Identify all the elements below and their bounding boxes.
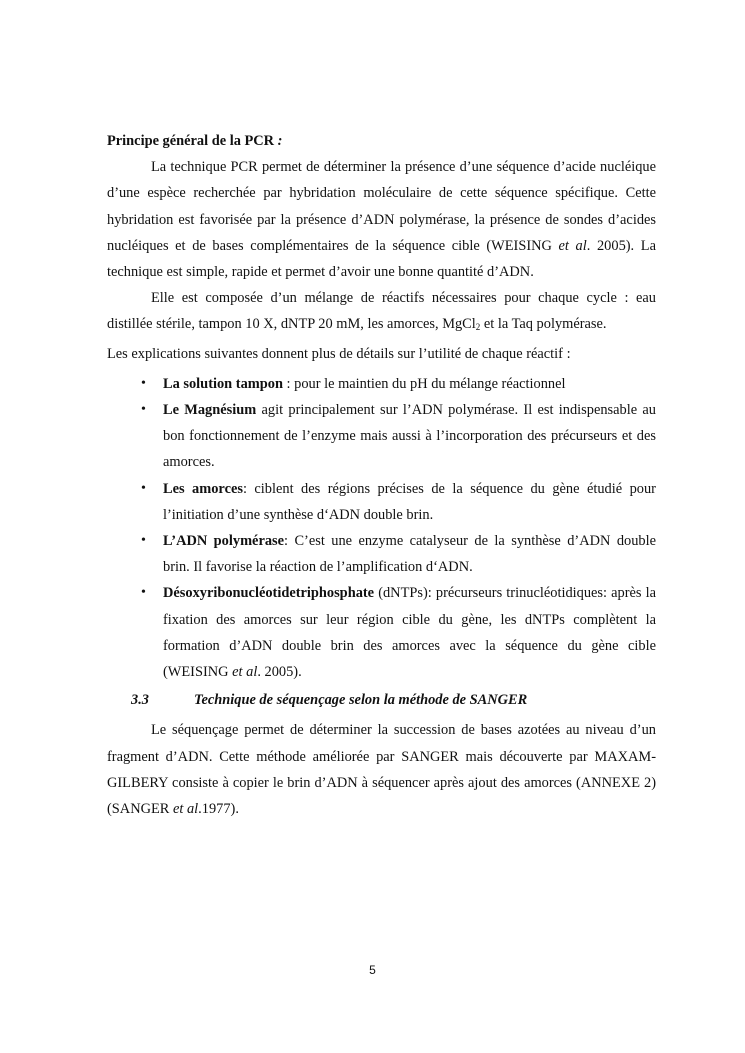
section-heading (107, 128, 656, 154)
subsection-number: 3.3 (131, 692, 149, 709)
list-item: • L’ADN polymérase: C’est une enzyme catalyseur de la synthèse d’ADN double brin. Il favorise la réaction de l’amplification d‘ADN. (107, 528, 656, 580)
bullet-icon: • (141, 585, 146, 601)
paragraph-pcr-intro: La technique PCR permet de déterminer la présence d’une séquence d’acide nucléique d’une espèce recherchée par hybridation moléculaire de cette séquence spécifique. Cette hybridation est favorisée par la présence d’ADN polymérase, la présence de sondes d’acides nucléiques et de bases complémentaires de la séquence cible (WEISING et al. 2005). La technique est simple, rapide et permet d’avoir une bonne quantité d’ADN. (107, 159, 656, 281)
list-item: • Les amorces: ciblent des régions précises de la séquence du gène étudié pour l’initiation d’une synthèse d‘ADN double brin. (107, 476, 656, 528)
subsection-heading (107, 687, 656, 713)
reagent-list (107, 371, 656, 685)
paragraph-sanger: Le séquençage permet de déterminer la succession de bases azotées au niveau d’un fragment d’ADN. Cette méthode améliorée par SANGER mais découverte par MAXAM-GILBERY consiste à copier le brin d’ADN à séquencer après ajout des amorces (ANNEXE 2) (SANGER et al.1977). (107, 722, 656, 818)
bullet-icon: • (141, 480, 146, 496)
heading-title: Principe général de la PCR (107, 133, 275, 149)
document-body (107, 128, 656, 822)
list-item: • Désoxyribonucléotidetriphosphate (dNTPs): précurseurs trinucléotidiques: après la fixation des amorces sur leur région cible du gène, les dNTPs complètent la formation d’ADN double brin des amorces avec la séquence du gène cible (WEISING et al. 2005). (107, 580, 656, 685)
list-item: • Le Magnésium agit principalement sur l’ADN polymérase. Il est indispensable au bon fonctionnement de l’enzyme mais aussi à l’incorporation des précurseurs et des amorces. (107, 397, 656, 476)
bullet-icon: • (141, 375, 146, 391)
paragraph-explanations: Les explications suivantes donnent plus de détails sur l’utilité de chaque réactif : (107, 345, 571, 362)
list-item: • La solution tampon : pour le maintien du pH du mélange réactionnel (107, 371, 656, 397)
bullet-icon: • (141, 533, 146, 549)
subsection-title: Technique de séquençage selon la méthode de SANGER (194, 692, 528, 709)
paragraph-composition: Elle est composée d’un mélange de réactifs nécessaires pour chaque cycle : eau distillée stérile, tampon 10 X, dNTP 20 mM, les amorces, MgCl$_2$ et la Taq polymérase. (107, 290, 656, 333)
heading-suffix: : (274, 133, 283, 149)
page-number: 5 (369, 963, 376, 977)
bullet-icon: • (141, 402, 146, 418)
